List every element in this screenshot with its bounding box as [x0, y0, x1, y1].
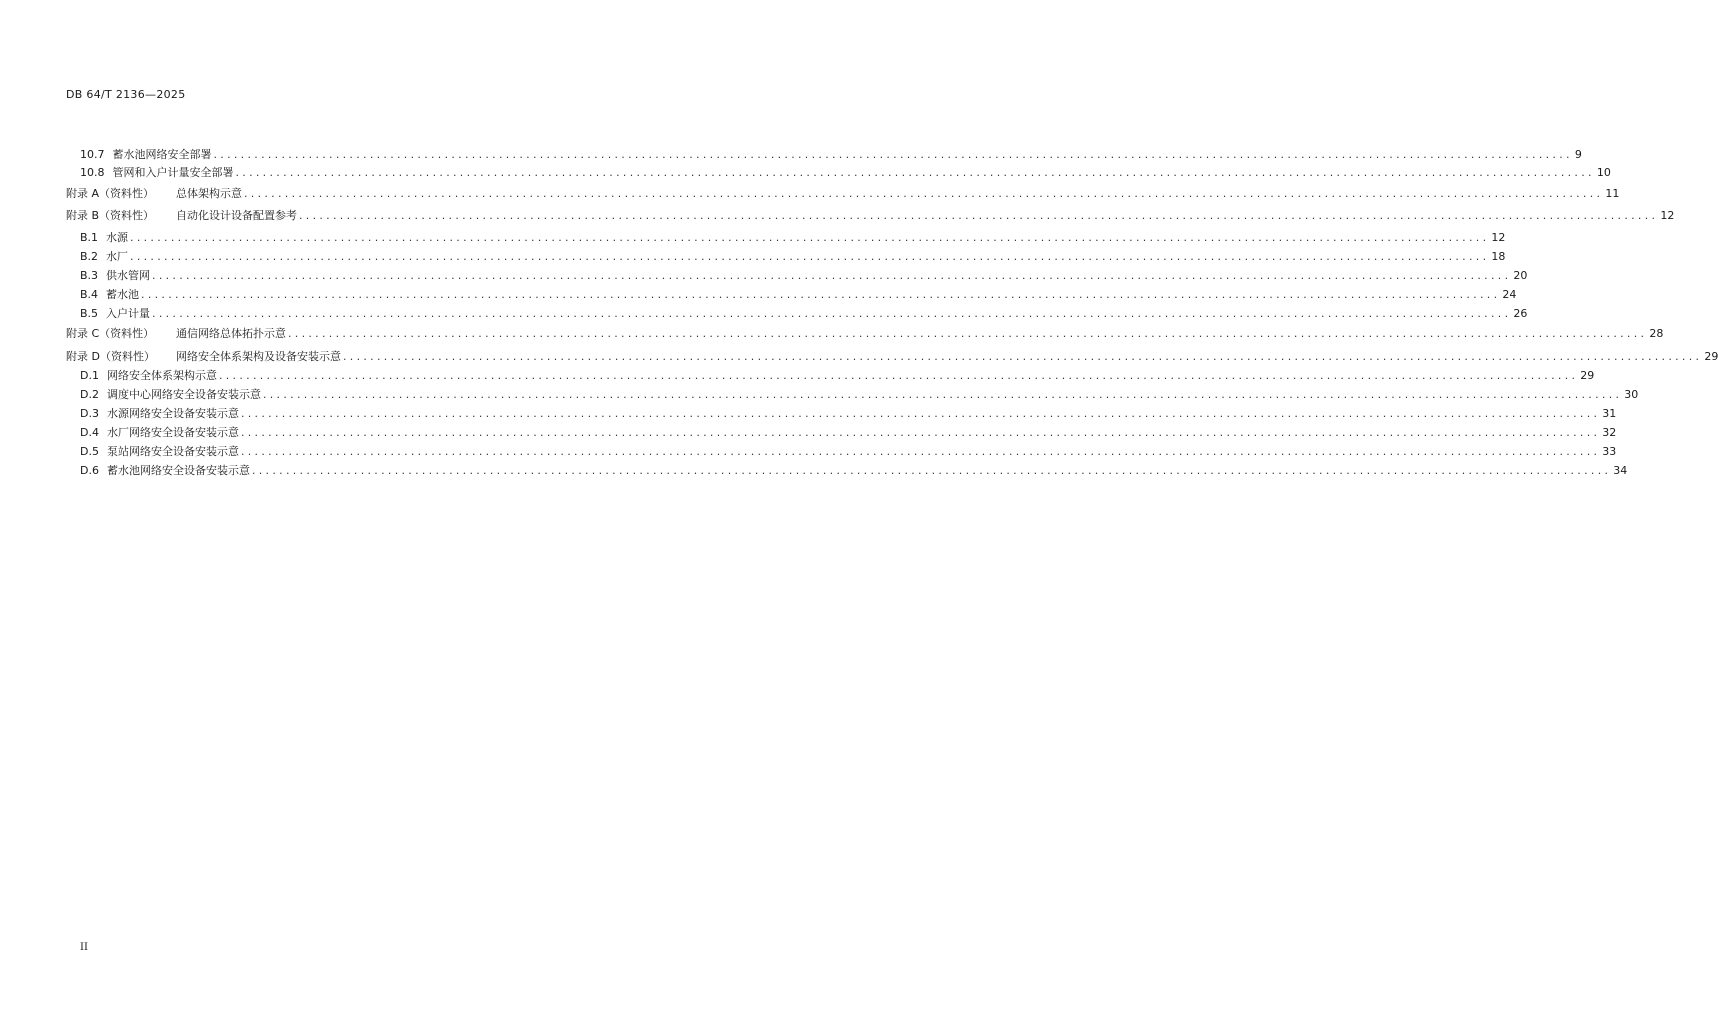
- toc-entry[interactable]: [80, 165, 1611, 181]
- toc-entry[interactable]: [80, 368, 1595, 384]
- toc-entry-number: B.5: [80, 307, 99, 320]
- toc-entry[interactable]: [80, 406, 1617, 422]
- toc-entry-page: 12: [1491, 231, 1506, 244]
- dot-leader: ........................................................................................................................................................................................................: [240, 445, 1601, 458]
- toc-entry[interactable]: [80, 463, 1628, 479]
- toc-entry-page: 10: [1596, 166, 1611, 179]
- toc-entry-number: D.3: [80, 407, 99, 420]
- toc-entry-number: B.2: [80, 250, 99, 263]
- toc-entry[interactable]: [80, 387, 1639, 403]
- toc-entry[interactable]: [80, 147, 1582, 163]
- toc-entry-title: 自动化设计设备配置参考: [176, 209, 297, 222]
- dot-leader: ........................................................................................................................................................................................................: [141, 288, 1501, 301]
- dot-leader: ........................................................................................................................................................................................................: [152, 269, 1512, 282]
- toc-entry-number: D.6: [80, 464, 99, 477]
- dot-leader: ........................................................................................................................................................................................................: [152, 307, 1512, 320]
- toc-entry[interactable]: [80, 306, 1528, 322]
- toc-entry-page: 29: [1580, 369, 1595, 382]
- dot-leader: ........................................................................................................................................................................................................: [130, 250, 1490, 263]
- dot-leader: ........................................................................................................................................................................................................: [130, 231, 1490, 244]
- toc-entry-page: 33: [1602, 445, 1617, 458]
- toc-entry-number: D.5: [80, 445, 99, 458]
- dot-leader: ........................................................................................................................................................................................................: [343, 350, 1703, 363]
- page-number: II: [80, 942, 88, 953]
- toc-entry-number: B.4: [80, 288, 99, 301]
- toc-entry[interactable]: [66, 208, 1675, 224]
- toc-entry-page: 31: [1602, 407, 1617, 420]
- dot-leader: ........................................................................................................................................................................................................: [251, 464, 1612, 477]
- toc-entry-page: 20: [1513, 269, 1528, 282]
- toc-entry-number: 附录 C（资料性）: [66, 327, 155, 340]
- toc-entry[interactable]: [80, 268, 1528, 284]
- toc-entry-title: 网络安全体系架构及设备安装示意: [176, 350, 341, 363]
- dot-leader: ........................................................................................................................................................................................................: [240, 426, 1601, 439]
- toc-entry-page: 32: [1602, 426, 1617, 439]
- toc-entry-number: 附录 A（资料性）: [66, 187, 155, 200]
- toc-entry-title: 通信网络总体拓扑示意: [176, 327, 286, 340]
- toc-entry-title: 蓄水池网络安全设备安装示意: [106, 464, 250, 477]
- toc-entry-page: 28: [1649, 327, 1664, 340]
- toc-entry-number: D.1: [80, 369, 99, 382]
- toc-entry-page: 11: [1605, 187, 1620, 200]
- toc-entry[interactable]: [80, 425, 1617, 441]
- toc-entry-title: 水厂网络安全设备安装示意: [106, 426, 239, 439]
- toc-entry-number: 附录 B（资料性）: [66, 209, 155, 222]
- toc-entry-title: 蓄水池网络安全部署: [112, 148, 212, 161]
- dot-leader: ........................................................................................................................................................................................................: [235, 166, 1595, 179]
- toc-entry[interactable]: [80, 230, 1506, 246]
- toc-entry-page: 18: [1491, 250, 1506, 263]
- toc-entry-title: 水源网络安全设备安装示意: [106, 407, 239, 420]
- toc-entry-title: 蓄水池: [106, 288, 140, 301]
- toc-entry-page: 29: [1704, 350, 1718, 363]
- dot-leader: ........................................................................................................................................................................................................: [299, 209, 1659, 222]
- toc-entry-title: 网络安全体系架构示意: [106, 369, 217, 382]
- dot-leader: ........................................................................................................................................................................................................: [240, 407, 1601, 420]
- toc-entry[interactable]: [80, 444, 1617, 460]
- toc-entry-title: 供水管网: [106, 269, 151, 282]
- toc-entry-number: 10.8: [80, 166, 105, 179]
- toc-entry-number: B.3: [80, 269, 99, 282]
- toc-entry-page: 24: [1502, 288, 1517, 301]
- toc-entry-page: 26: [1513, 307, 1528, 320]
- toc-entry[interactable]: [66, 326, 1664, 342]
- dot-leader: ........................................................................................................................................................................................................: [262, 388, 1623, 401]
- toc-entry-title: 入户计量: [106, 307, 151, 320]
- dot-leader: ........................................................................................................................................................................................................: [244, 187, 1604, 200]
- toc-entry-number: B.1: [80, 231, 99, 244]
- toc-entry-number: D.4: [80, 426, 99, 439]
- toc-entry-title: 水厂: [106, 250, 129, 263]
- dot-leader: ........................................................................................................................................................................................................: [213, 148, 1573, 161]
- dot-leader: ........................................................................................................................................................................................................: [218, 369, 1579, 382]
- toc-entry-title: 总体架构示意: [176, 187, 242, 200]
- toc-entry-title: 调度中心网络安全设备安装示意: [106, 388, 261, 401]
- toc-entry[interactable]: [80, 249, 1506, 265]
- toc-entry-page: 30: [1624, 388, 1639, 401]
- toc-entry-page: 34: [1613, 464, 1628, 477]
- toc-entry-number: 10.7: [80, 148, 105, 161]
- toc-entry[interactable]: [80, 287, 1517, 303]
- toc-entry[interactable]: [66, 349, 1718, 365]
- toc-entry[interactable]: [66, 186, 1620, 202]
- standard-code: DB 64/T 2136—2025: [66, 88, 186, 101]
- toc-entry-title: 管网和入户计量安全部署: [112, 166, 234, 179]
- dot-leader: ........................................................................................................................................................................................................: [288, 327, 1648, 340]
- toc-entry-number: 附录 D（资料性）: [66, 350, 155, 363]
- toc-entry-number: D.2: [80, 388, 99, 401]
- toc-entry-title: 水源: [106, 231, 129, 244]
- toc-entry-title: 泵站网络安全设备安装示意: [106, 445, 239, 458]
- toc-entry-page: 12: [1660, 209, 1675, 222]
- toc-entry-page: 9: [1574, 148, 1582, 161]
